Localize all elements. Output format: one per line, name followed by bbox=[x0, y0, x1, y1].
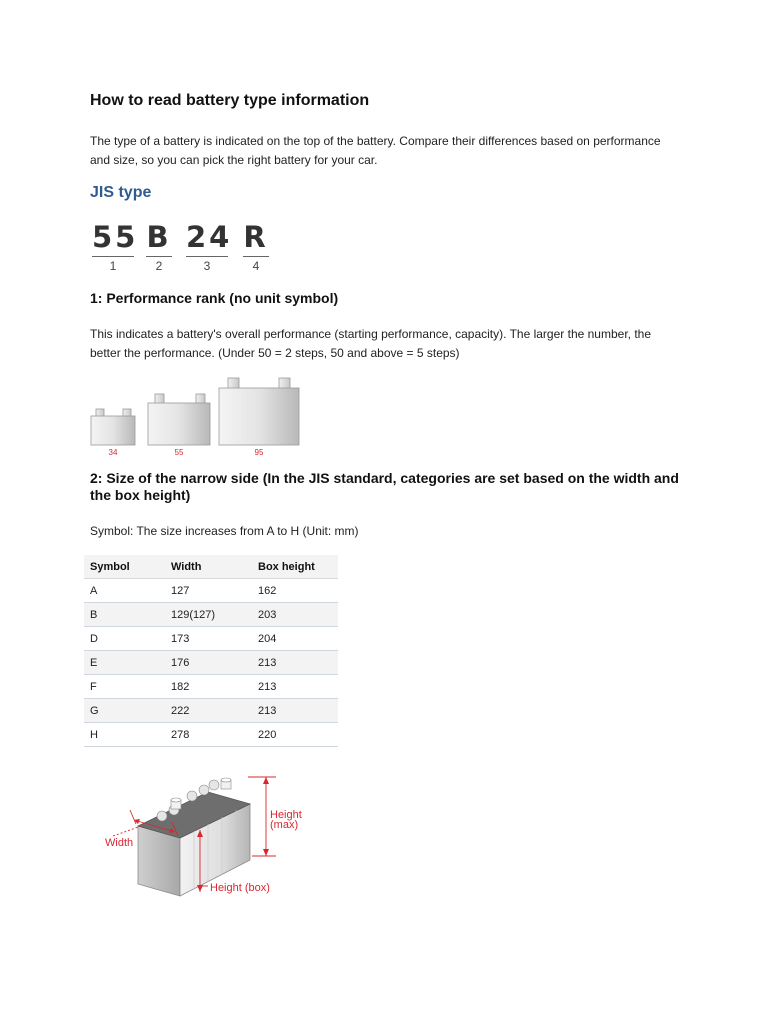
code-part-performance bbox=[92, 220, 139, 273]
height-box-label: Height (box) bbox=[210, 882, 270, 894]
code-underline bbox=[146, 256, 172, 257]
code-number: 4 bbox=[252, 259, 260, 273]
battery-label-95: 95 bbox=[254, 448, 264, 457]
table-row bbox=[84, 723, 338, 747]
cell-symbol: A bbox=[84, 579, 165, 603]
jis-type-heading: JIS type bbox=[90, 184, 152, 201]
column-header-box-height: Box height bbox=[252, 555, 338, 579]
battery-3d-icon bbox=[138, 778, 250, 896]
battery-55-icon bbox=[148, 394, 210, 445]
battery-label-55: 55 bbox=[174, 448, 184, 457]
code-number: 1 bbox=[109, 259, 117, 273]
section1-paragraph: This indicates a battery's overall performance (starting performance, capacity). The larger the number, the better the performance. (Under 50 = 2 steps, 50 and above = 5 steps) bbox=[90, 327, 651, 360]
cell-box-height: 204 bbox=[252, 627, 338, 651]
code-underline bbox=[243, 256, 269, 257]
cell-box-height: 213 bbox=[252, 699, 338, 723]
height-max-sublabel: (max) bbox=[270, 819, 299, 831]
code-underline bbox=[186, 256, 228, 257]
table-row bbox=[84, 603, 338, 627]
cell-symbol: F bbox=[84, 675, 165, 699]
table-row bbox=[84, 627, 338, 651]
battery-label-34: 34 bbox=[108, 448, 118, 457]
table-header-row bbox=[84, 555, 338, 579]
height-max-label: Height bbox=[270, 809, 302, 821]
width-label: Width bbox=[105, 837, 134, 849]
table-row bbox=[84, 699, 338, 723]
code-number: 2 bbox=[155, 259, 163, 273]
cell-box-height: 220 bbox=[252, 723, 338, 747]
section1-heading: 1: Performance rank (no unit symbol) bbox=[90, 290, 339, 306]
cell-symbol: G bbox=[84, 699, 165, 723]
code-part-length bbox=[186, 220, 233, 273]
battery-dimension-diagram bbox=[100, 764, 320, 900]
cell-box-height: 213 bbox=[252, 675, 338, 699]
table-row bbox=[84, 675, 338, 699]
cell-width: 222 bbox=[165, 699, 252, 723]
code-underline bbox=[92, 256, 134, 257]
cell-symbol: B bbox=[84, 603, 165, 627]
code-char: B bbox=[146, 220, 172, 254]
column-header-symbol: Symbol bbox=[84, 555, 165, 579]
cell-box-height: 162 bbox=[252, 579, 338, 603]
cell-width: 127 bbox=[165, 579, 252, 603]
cell-width: 278 bbox=[165, 723, 252, 747]
code-part-size bbox=[146, 220, 172, 273]
code-char: 55 bbox=[92, 220, 139, 254]
column-header-width: Width bbox=[165, 555, 252, 579]
cell-box-height: 203 bbox=[252, 603, 338, 627]
table-row bbox=[84, 579, 338, 603]
section2-heading: 2: Size of the narrow side (In the JIS standard, categories are set based on the width and the box height) bbox=[90, 470, 679, 503]
intro-paragraph: The type of a battery is indicated on the top of the battery. Compare their differences based on performance and size, so you can pick the right battery for your car. bbox=[90, 134, 661, 167]
section2-note: Symbol: The size increases from A to H (Unit: mm) bbox=[90, 524, 359, 538]
code-char: 24 bbox=[186, 220, 233, 254]
page-title: How to read battery type information bbox=[90, 92, 370, 109]
cell-symbol: D bbox=[84, 627, 165, 651]
code-part-terminal bbox=[243, 220, 269, 273]
code-char: R bbox=[243, 220, 269, 254]
cell-width: 182 bbox=[165, 675, 252, 699]
cell-box-height: 213 bbox=[252, 651, 338, 675]
battery-95-icon bbox=[219, 378, 299, 445]
size-table bbox=[84, 555, 338, 747]
cell-symbol: E bbox=[84, 651, 165, 675]
table-row bbox=[84, 651, 338, 675]
cell-width: 176 bbox=[165, 651, 252, 675]
cell-width: 129(127) bbox=[165, 603, 252, 627]
cell-symbol: H bbox=[84, 723, 165, 747]
battery-34-icon bbox=[91, 409, 135, 445]
code-number: 3 bbox=[203, 259, 211, 273]
battery-size-comparison bbox=[88, 374, 304, 458]
cell-width: 173 bbox=[165, 627, 252, 651]
